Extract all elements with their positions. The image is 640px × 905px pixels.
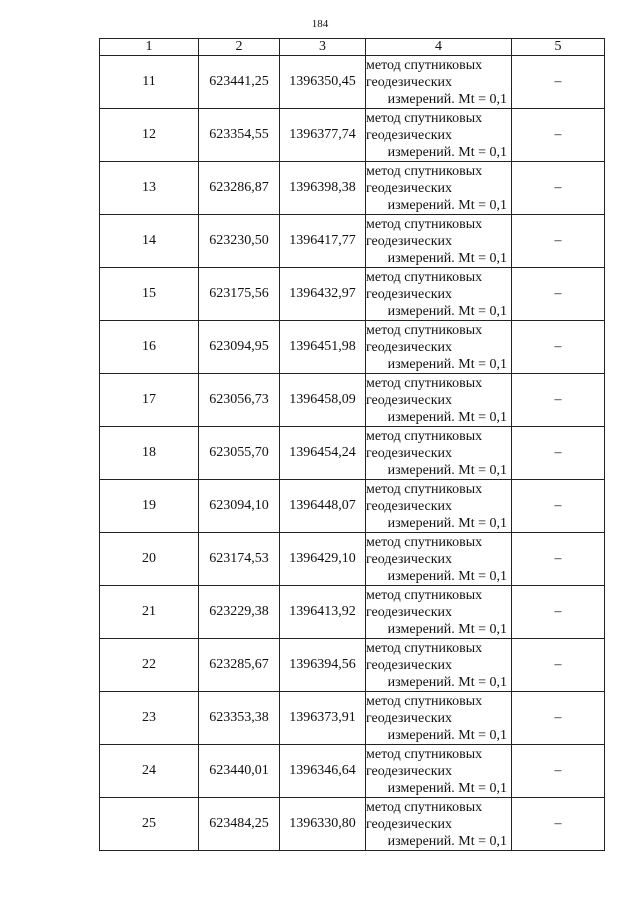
method-text-line: метод спутниковых — [366, 587, 483, 603]
coordinate-x-cell: 623440,01 — [199, 745, 280, 798]
column-5-cell: – — [512, 586, 605, 639]
column-5-cell: – — [512, 427, 605, 480]
method-text-line: измерений. Mt = 0,1 — [387, 780, 507, 796]
method-text-line: измерений. Mt = 0,1 — [387, 674, 507, 690]
coordinate-x-cell: 623229,38 — [199, 586, 280, 639]
column-header: 5 — [512, 39, 605, 56]
coordinate-y-cell: 1396346,64 — [280, 745, 366, 798]
method-text-line: метод спутниковых — [366, 746, 483, 762]
method-text-line: геодезических — [366, 445, 453, 461]
coordinate-x-cell: 623094,10 — [199, 480, 280, 533]
table-row — [100, 533, 605, 586]
coordinate-y-cell: 1396398,38 — [280, 162, 366, 215]
method-text-line: метод спутниковых — [366, 693, 483, 709]
table-row — [100, 798, 605, 851]
coordinate-y-cell: 1396394,56 — [280, 639, 366, 692]
page-number: 184 — [311, 18, 329, 30]
table-row — [100, 268, 605, 321]
coordinate-x-cell: 623354,55 — [199, 109, 280, 162]
coordinates-table — [99, 38, 605, 851]
method-text-line: метод спутниковых — [366, 640, 483, 656]
point-number-cell: 14 — [100, 215, 199, 268]
table-row — [100, 215, 605, 268]
point-number-cell: 22 — [100, 639, 199, 692]
method-text-line: геодезических — [366, 710, 453, 726]
coordinate-x-cell: 623441,25 — [199, 56, 280, 109]
method-cell — [366, 109, 512, 162]
column-5-cell: – — [512, 745, 605, 798]
method-text-line: метод спутниковых — [366, 163, 483, 179]
coordinate-x-cell: 623055,70 — [199, 427, 280, 480]
coordinate-x-cell: 623286,87 — [199, 162, 280, 215]
method-cell — [366, 374, 512, 427]
method-text-line: геодезических — [366, 233, 453, 249]
point-number-cell: 19 — [100, 480, 199, 533]
column-header: 4 — [366, 39, 512, 56]
point-number-cell: 11 — [100, 56, 199, 109]
method-text-line: геодезических — [366, 816, 453, 832]
method-cell — [366, 586, 512, 639]
method-text-line: измерений. Mt = 0,1 — [387, 462, 507, 478]
coordinate-y-cell: 1396377,74 — [280, 109, 366, 162]
method-text-line: геодезических — [366, 180, 453, 196]
point-number-cell: 18 — [100, 427, 199, 480]
table-row — [100, 109, 605, 162]
table-row — [100, 480, 605, 533]
method-cell — [366, 162, 512, 215]
column-5-cell: – — [512, 533, 605, 586]
column-5-cell: – — [512, 480, 605, 533]
method-text-line: метод спутниковых — [366, 481, 483, 497]
method-text-line: геодезических — [366, 74, 453, 90]
coordinate-y-cell: 1396350,45 — [280, 56, 366, 109]
method-text-line: геодезических — [366, 392, 453, 408]
column-5-cell: – — [512, 109, 605, 162]
method-text-line: метод спутниковых — [366, 799, 483, 815]
method-cell — [366, 56, 512, 109]
coordinate-y-cell: 1396417,77 — [280, 215, 366, 268]
column-header: 2 — [199, 39, 280, 56]
point-number-cell: 24 — [100, 745, 199, 798]
table-row — [100, 639, 605, 692]
point-number-cell: 12 — [100, 109, 199, 162]
table-header-row — [100, 39, 605, 56]
method-cell — [366, 533, 512, 586]
coordinate-y-cell: 1396413,92 — [280, 586, 366, 639]
method-text-line: метод спутниковых — [366, 322, 483, 338]
method-text-line: метод спутниковых — [366, 216, 483, 232]
point-number-cell: 20 — [100, 533, 199, 586]
column-5-cell: – — [512, 56, 605, 109]
method-text-line: геодезических — [366, 551, 453, 567]
table-row — [100, 745, 605, 798]
method-text-line: измерений. Mt = 0,1 — [387, 409, 507, 425]
point-number-cell: 16 — [100, 321, 199, 374]
point-number-cell: 21 — [100, 586, 199, 639]
method-text-line: измерений. Mt = 0,1 — [387, 250, 507, 266]
method-cell — [366, 480, 512, 533]
method-text-line: геодезических — [366, 339, 453, 355]
column-header: 1 — [100, 39, 199, 56]
column-5-cell: – — [512, 321, 605, 374]
point-number-cell: 13 — [100, 162, 199, 215]
method-text-line: метод спутниковых — [366, 428, 483, 444]
method-text-line: метод спутниковых — [366, 375, 483, 391]
method-text-line: измерений. Mt = 0,1 — [387, 515, 507, 531]
point-number-cell: 23 — [100, 692, 199, 745]
method-text-line: геодезических — [366, 604, 453, 620]
method-text-line: измерений. Mt = 0,1 — [387, 303, 507, 319]
method-cell — [366, 321, 512, 374]
method-text-line: геодезических — [366, 763, 453, 779]
column-5-cell: – — [512, 692, 605, 745]
column-5-cell: – — [512, 215, 605, 268]
coordinate-x-cell: 623175,56 — [199, 268, 280, 321]
method-cell — [366, 268, 512, 321]
method-text-line: измерений. Mt = 0,1 — [387, 727, 507, 743]
method-cell — [366, 798, 512, 851]
coordinate-y-cell: 1396448,07 — [280, 480, 366, 533]
coordinate-x-cell: 623094,95 — [199, 321, 280, 374]
table-row — [100, 586, 605, 639]
coordinate-x-cell: 623285,67 — [199, 639, 280, 692]
method-text-line: измерений. Mt = 0,1 — [387, 568, 507, 584]
method-text-line: метод спутниковых — [366, 534, 483, 550]
method-text-line: геодезических — [366, 286, 453, 302]
method-cell — [366, 692, 512, 745]
method-text-line: геодезических — [366, 127, 453, 143]
method-text-line: измерений. Mt = 0,1 — [387, 621, 507, 637]
column-5-cell: – — [512, 162, 605, 215]
table-row — [100, 374, 605, 427]
coordinate-y-cell: 1396373,91 — [280, 692, 366, 745]
coordinate-y-cell: 1396429,10 — [280, 533, 366, 586]
method-text-line: измерений. Mt = 0,1 — [387, 144, 507, 160]
table-row — [100, 321, 605, 374]
method-text-line: измерений. Mt = 0,1 — [387, 91, 507, 107]
method-cell — [366, 215, 512, 268]
coordinate-y-cell: 1396454,24 — [280, 427, 366, 480]
coordinate-y-cell: 1396458,09 — [280, 374, 366, 427]
method-text-line: метод спутниковых — [366, 110, 483, 126]
coordinate-y-cell: 1396330,80 — [280, 798, 366, 851]
method-cell — [366, 639, 512, 692]
coordinate-x-cell: 623230,50 — [199, 215, 280, 268]
table-row — [100, 162, 605, 215]
column-5-cell: – — [512, 268, 605, 321]
table-row — [100, 427, 605, 480]
coordinate-y-cell: 1396432,97 — [280, 268, 366, 321]
method-text-line: измерений. Mt = 0,1 — [387, 197, 507, 213]
method-text-line: геодезических — [366, 657, 453, 673]
table-row — [100, 56, 605, 109]
method-text-line: измерений. Mt = 0,1 — [387, 356, 507, 372]
method-text-line: геодезических — [366, 498, 453, 514]
column-5-cell: – — [512, 374, 605, 427]
column-5-cell: – — [512, 639, 605, 692]
point-number-cell: 17 — [100, 374, 199, 427]
method-text-line: метод спутниковых — [366, 57, 483, 73]
point-number-cell: 15 — [100, 268, 199, 321]
coordinate-y-cell: 1396451,98 — [280, 321, 366, 374]
coordinate-x-cell: 623484,25 — [199, 798, 280, 851]
coordinate-x-cell: 623174,53 — [199, 533, 280, 586]
coordinate-x-cell: 623056,73 — [199, 374, 280, 427]
method-cell — [366, 745, 512, 798]
column-5-cell: – — [512, 798, 605, 851]
method-cell — [366, 427, 512, 480]
coordinate-x-cell: 623353,38 — [199, 692, 280, 745]
column-header: 3 — [280, 39, 366, 56]
point-number-cell: 25 — [100, 798, 199, 851]
table-row — [100, 692, 605, 745]
method-text-line: измерений. Mt = 0,1 — [387, 833, 507, 849]
method-text-line: метод спутниковых — [366, 269, 483, 285]
